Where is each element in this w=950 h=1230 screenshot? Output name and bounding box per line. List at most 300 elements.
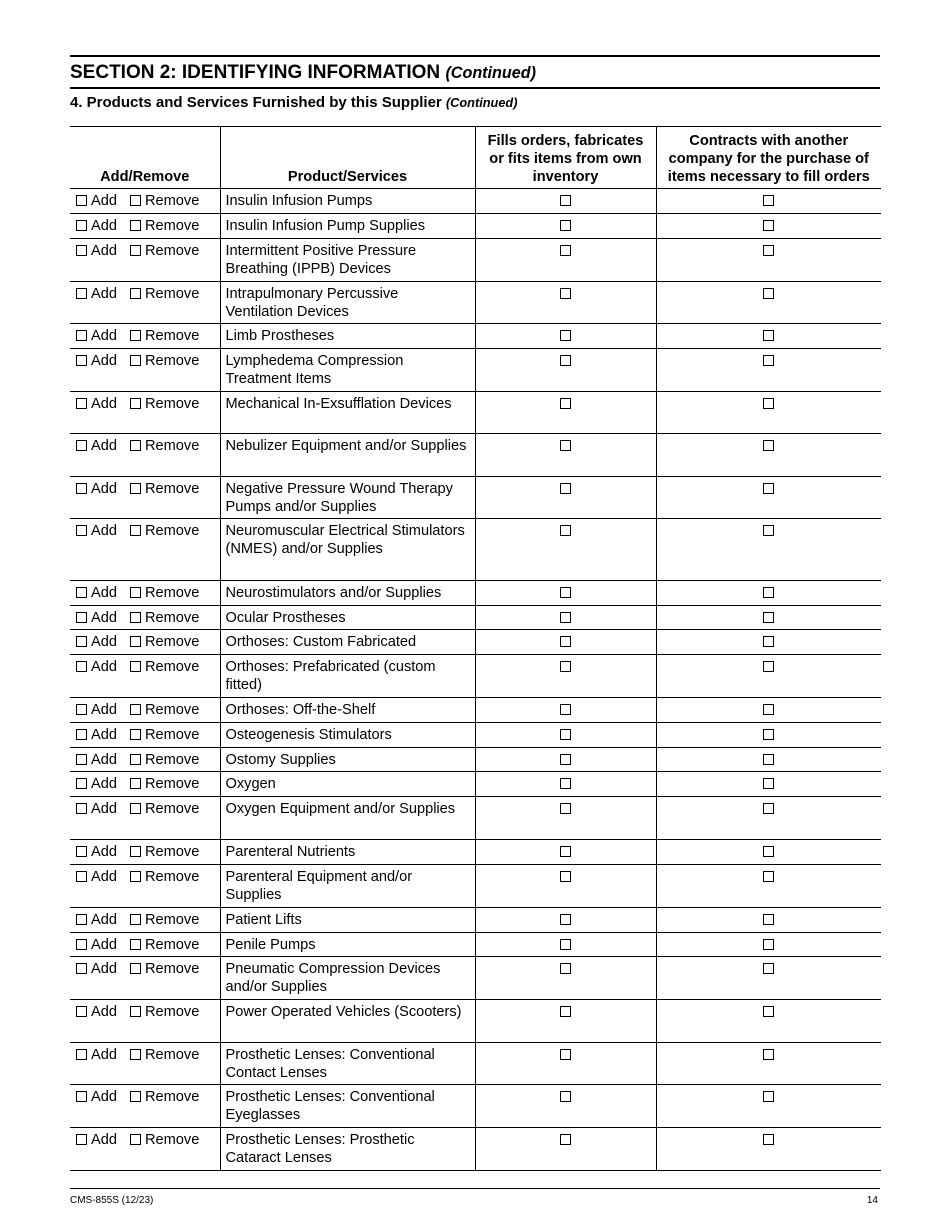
subsection-title	[70, 94, 517, 111]
product-name: Ostomy Supplies	[220, 748, 475, 772]
remove-checkbox[interactable]	[130, 355, 141, 366]
table-row	[70, 772, 881, 797]
add-option[interactable]	[76, 286, 117, 302]
remove-option[interactable]	[130, 869, 199, 885]
contracts-cell	[656, 630, 881, 655]
product-name: Limb Prostheses	[220, 324, 475, 349]
remove-option[interactable]	[130, 523, 199, 539]
add-option[interactable]	[76, 193, 117, 209]
product-name: Penile Pumps	[220, 933, 475, 957]
fills-orders-checkbox[interactable]	[560, 1134, 571, 1145]
table-row	[70, 392, 881, 434]
fills-orders-cell	[475, 1043, 656, 1085]
fills-orders-checkbox[interactable]	[560, 963, 571, 974]
remove-checkbox[interactable]	[130, 1134, 141, 1145]
contracts-cell	[656, 933, 881, 957]
remove-label: Remove	[144, 937, 200, 953]
add-option[interactable]	[76, 523, 117, 539]
contracts-checkbox[interactable]	[763, 963, 774, 974]
contracts-cell	[656, 1128, 881, 1171]
header-add-remove: Add/Remove	[70, 127, 220, 189]
remove-checkbox[interactable]	[130, 661, 141, 672]
add-checkbox[interactable]	[76, 1134, 87, 1145]
add-option[interactable]	[76, 727, 117, 743]
contracts-checkbox[interactable]	[763, 636, 774, 647]
fills-orders-checkbox[interactable]	[560, 661, 571, 672]
fills-orders-cell	[475, 282, 656, 324]
fills-orders-checkbox[interactable]	[560, 871, 571, 882]
add-checkbox[interactable]	[76, 440, 87, 451]
fills-orders-checkbox[interactable]	[560, 398, 571, 409]
fills-orders-checkbox[interactable]	[560, 195, 571, 206]
remove-option[interactable]	[130, 438, 199, 454]
header-product-services: Product/Services	[220, 127, 475, 189]
contracts-checkbox[interactable]	[763, 587, 774, 598]
add-remove-cell	[70, 698, 220, 723]
add-option[interactable]	[76, 218, 117, 234]
add-checkbox[interactable]	[76, 778, 87, 789]
table-row	[70, 723, 881, 748]
table-row	[70, 581, 881, 606]
fills-orders-cell	[475, 698, 656, 723]
add-remove-cell	[70, 282, 220, 324]
remove-label: Remove	[144, 752, 200, 768]
remove-label: Remove	[144, 801, 200, 817]
add-checkbox[interactable]	[76, 914, 87, 925]
add-checkbox[interactable]	[76, 729, 87, 740]
remove-option[interactable]	[130, 286, 199, 302]
remove-label: Remove	[144, 1089, 200, 1105]
fills-orders-checkbox[interactable]	[560, 778, 571, 789]
contracts-cell	[656, 189, 881, 214]
add-label: Add	[91, 1089, 117, 1105]
contracts-checkbox[interactable]	[763, 220, 774, 231]
add-option[interactable]	[76, 844, 117, 860]
add-checkbox[interactable]	[76, 661, 87, 672]
remove-checkbox[interactable]	[130, 914, 141, 925]
fills-orders-cell	[475, 865, 656, 908]
add-label: Add	[91, 193, 117, 209]
remove-label: Remove	[144, 193, 200, 209]
remove-checkbox[interactable]	[130, 440, 141, 451]
fills-orders-cell	[475, 606, 656, 630]
add-option[interactable]	[76, 659, 117, 675]
contracts-checkbox[interactable]	[763, 914, 774, 925]
contracts-checkbox[interactable]	[763, 1134, 774, 1145]
product-name: Power Operated Vehicles (Scooters)	[220, 1000, 475, 1043]
contracts-cell	[656, 1043, 881, 1085]
add-option[interactable]	[76, 438, 117, 454]
contracts-cell	[656, 606, 881, 630]
section-continued: (Continued)	[445, 64, 536, 82]
add-label: Add	[91, 869, 117, 885]
product-name: Patient Lifts	[220, 908, 475, 933]
contracts-cell	[656, 214, 881, 239]
remove-checkbox[interactable]	[130, 1091, 141, 1102]
contracts-checkbox[interactable]	[763, 245, 774, 256]
add-checkbox[interactable]	[76, 1091, 87, 1102]
product-name: Parenteral Equipment and/or Supplies	[220, 865, 475, 908]
remove-label: Remove	[144, 634, 200, 650]
contracts-cell	[656, 1085, 881, 1128]
product-name: Neurostimulators and/or Supplies	[220, 581, 475, 606]
contracts-cell	[656, 723, 881, 748]
add-remove-cell	[70, 434, 220, 477]
remove-checkbox[interactable]	[130, 220, 141, 231]
remove-checkbox[interactable]	[130, 1049, 141, 1060]
remove-option[interactable]	[130, 243, 199, 259]
add-label: Add	[91, 912, 117, 928]
contracts-checkbox[interactable]	[763, 803, 774, 814]
remove-option[interactable]	[130, 1089, 199, 1105]
remove-checkbox[interactable]	[130, 939, 141, 950]
table-row	[70, 324, 881, 349]
add-option[interactable]	[76, 585, 117, 601]
remove-checkbox[interactable]	[130, 330, 141, 341]
product-name: Insulin Infusion Pump Supplies	[220, 214, 475, 239]
remove-option[interactable]	[130, 1047, 199, 1063]
remove-checkbox[interactable]	[130, 704, 141, 715]
remove-option[interactable]	[130, 776, 199, 792]
product-name: Orthoses: Prefabricated (custom fitted)	[220, 655, 475, 698]
table-row	[70, 1000, 881, 1043]
remove-label: Remove	[144, 286, 200, 302]
fills-orders-checkbox[interactable]	[560, 704, 571, 715]
contracts-cell	[656, 324, 881, 349]
fills-orders-cell	[475, 519, 656, 581]
add-remove-cell	[70, 189, 220, 214]
section-header	[70, 55, 880, 89]
fills-orders-checkbox[interactable]	[560, 803, 571, 814]
add-option[interactable]	[76, 328, 117, 344]
contracts-checkbox[interactable]	[763, 846, 774, 857]
add-option[interactable]	[76, 396, 117, 412]
contracts-cell	[656, 239, 881, 282]
contracts-checkbox[interactable]	[763, 612, 774, 623]
table-row	[70, 239, 881, 282]
contracts-checkbox[interactable]	[763, 355, 774, 366]
add-remove-cell	[70, 957, 220, 1000]
add-label: Add	[91, 243, 117, 259]
fills-orders-checkbox[interactable]	[560, 355, 571, 366]
add-checkbox[interactable]	[76, 355, 87, 366]
subsection-continued: (Continued)	[445, 95, 518, 110]
remove-checkbox[interactable]	[130, 729, 141, 740]
add-checkbox[interactable]	[76, 612, 87, 623]
contracts-checkbox[interactable]	[763, 288, 774, 299]
product-name: Nebulizer Equipment and/or Supplies	[220, 434, 475, 477]
add-option[interactable]	[76, 869, 117, 885]
add-checkbox[interactable]	[76, 754, 87, 765]
add-option[interactable]	[76, 776, 117, 792]
add-label: Add	[91, 481, 117, 497]
fills-orders-checkbox[interactable]	[560, 587, 571, 598]
add-remove-cell	[70, 477, 220, 519]
table-row	[70, 1085, 881, 1128]
contracts-checkbox[interactable]	[763, 1006, 774, 1017]
section-title-text: SECTION 2: IDENTIFYING INFORMATION	[70, 62, 441, 83]
subsection-title-text: 4. Products and Services Furnished by this Supplier	[70, 94, 442, 111]
add-remove-cell	[70, 797, 220, 840]
add-option[interactable]	[76, 752, 117, 768]
contracts-checkbox[interactable]	[763, 778, 774, 789]
remove-checkbox[interactable]	[130, 871, 141, 882]
contracts-checkbox[interactable]	[763, 330, 774, 341]
fills-orders-cell	[475, 1085, 656, 1128]
remove-label: Remove	[144, 523, 200, 539]
contracts-checkbox[interactable]	[763, 1091, 774, 1102]
remove-label: Remove	[144, 353, 200, 369]
remove-label: Remove	[144, 702, 200, 718]
fills-orders-checkbox[interactable]	[560, 440, 571, 451]
remove-option[interactable]	[130, 727, 199, 743]
contracts-cell	[656, 392, 881, 434]
fills-orders-checkbox[interactable]	[560, 220, 571, 231]
add-option[interactable]	[76, 801, 117, 817]
contracts-cell	[656, 698, 881, 723]
add-checkbox[interactable]	[76, 330, 87, 341]
remove-checkbox[interactable]	[130, 846, 141, 857]
add-checkbox[interactable]	[76, 220, 87, 231]
add-remove-cell	[70, 214, 220, 239]
fills-orders-checkbox[interactable]	[560, 612, 571, 623]
table-row	[70, 282, 881, 324]
add-remove-cell	[70, 519, 220, 581]
fills-orders-cell	[475, 324, 656, 349]
remove-option[interactable]	[130, 961, 199, 977]
add-option[interactable]	[76, 961, 117, 977]
remove-option[interactable]	[130, 801, 199, 817]
table-row	[70, 908, 881, 933]
remove-option[interactable]	[130, 659, 199, 675]
contracts-cell	[656, 840, 881, 865]
contracts-checkbox[interactable]	[763, 483, 774, 494]
fills-orders-checkbox[interactable]	[560, 245, 571, 256]
add-checkbox[interactable]	[76, 963, 87, 974]
remove-option[interactable]	[130, 634, 199, 650]
add-label: Add	[91, 1047, 117, 1063]
remove-option[interactable]	[130, 585, 199, 601]
add-option[interactable]	[76, 481, 117, 497]
add-option[interactable]	[76, 702, 117, 718]
contracts-checkbox[interactable]	[763, 525, 774, 536]
remove-checkbox[interactable]	[130, 612, 141, 623]
fills-orders-checkbox[interactable]	[560, 636, 571, 647]
add-remove-cell	[70, 1000, 220, 1043]
table-header-row	[70, 127, 881, 189]
contracts-checkbox[interactable]	[763, 1049, 774, 1060]
add-checkbox[interactable]	[76, 483, 87, 494]
fills-orders-cell	[475, 434, 656, 477]
remove-label: Remove	[144, 610, 200, 626]
header-fills-orders: Fills orders, fabricates or fits items from own inventory	[475, 127, 656, 189]
remove-option[interactable]	[130, 844, 199, 860]
remove-option[interactable]	[130, 193, 199, 209]
section-title	[70, 57, 880, 88]
contracts-cell	[656, 434, 881, 477]
add-checkbox[interactable]	[76, 704, 87, 715]
contracts-checkbox[interactable]	[763, 754, 774, 765]
add-remove-cell	[70, 865, 220, 908]
footer	[70, 1188, 880, 1206]
remove-label: Remove	[144, 776, 200, 792]
add-checkbox[interactable]	[76, 245, 87, 256]
add-option[interactable]	[76, 1004, 117, 1020]
add-checkbox[interactable]	[76, 288, 87, 299]
fills-orders-checkbox[interactable]	[560, 525, 571, 536]
add-checkbox[interactable]	[76, 1049, 87, 1060]
remove-checkbox[interactable]	[130, 1006, 141, 1017]
remove-label: Remove	[144, 659, 200, 675]
remove-checkbox[interactable]	[130, 636, 141, 647]
add-label: Add	[91, 752, 117, 768]
product-name: Prosthetic Lenses: Conventional Contact Lenses	[220, 1043, 475, 1085]
add-checkbox[interactable]	[76, 846, 87, 857]
table-row	[70, 434, 881, 477]
add-option[interactable]	[76, 634, 117, 650]
add-remove-cell	[70, 606, 220, 630]
contracts-checkbox[interactable]	[763, 661, 774, 672]
add-remove-cell	[70, 239, 220, 282]
remove-option[interactable]	[130, 481, 199, 497]
fills-orders-checkbox[interactable]	[560, 1006, 571, 1017]
product-name: Parenteral Nutrients	[220, 840, 475, 865]
remove-option[interactable]	[130, 396, 199, 412]
fills-orders-checkbox[interactable]	[560, 846, 571, 857]
remove-checkbox[interactable]	[130, 483, 141, 494]
add-option[interactable]	[76, 243, 117, 259]
fills-orders-cell	[475, 772, 656, 797]
remove-checkbox[interactable]	[130, 525, 141, 536]
table-row	[70, 189, 881, 214]
contracts-checkbox[interactable]	[763, 195, 774, 206]
fills-orders-checkbox[interactable]	[560, 939, 571, 950]
add-remove-cell	[70, 581, 220, 606]
fills-orders-cell	[475, 908, 656, 933]
add-label: Add	[91, 776, 117, 792]
fills-orders-cell	[475, 1000, 656, 1043]
product-name: Orthoses: Off-the-Shelf	[220, 698, 475, 723]
remove-option[interactable]	[130, 610, 199, 626]
add-label: Add	[91, 727, 117, 743]
remove-option[interactable]	[130, 328, 199, 344]
add-remove-cell	[70, 392, 220, 434]
table-row	[70, 477, 881, 519]
product-name: Oxygen Equipment and/or Supplies	[220, 797, 475, 840]
add-option[interactable]	[76, 353, 117, 369]
add-option[interactable]	[76, 1132, 117, 1148]
remove-option[interactable]	[130, 912, 199, 928]
contracts-checkbox[interactable]	[763, 704, 774, 715]
add-label: Add	[91, 353, 117, 369]
table-row	[70, 957, 881, 1000]
fills-orders-checkbox[interactable]	[560, 483, 571, 494]
product-name: Negative Pressure Wound Therapy Pumps and/or Supplies	[220, 477, 475, 519]
add-checkbox[interactable]	[76, 803, 87, 814]
contracts-checkbox[interactable]	[763, 398, 774, 409]
page-number: 14	[866, 1195, 878, 1206]
form-id: CMS-855S (12/23)	[70, 1195, 154, 1206]
products-table	[70, 126, 881, 1171]
add-option[interactable]	[76, 1047, 117, 1063]
fills-orders-cell	[475, 723, 656, 748]
product-name: Lymphedema Compression Treatment Items	[220, 349, 475, 392]
fills-orders-cell	[475, 797, 656, 840]
add-label: Add	[91, 396, 117, 412]
remove-checkbox[interactable]	[130, 195, 141, 206]
remove-option[interactable]	[130, 937, 199, 953]
fills-orders-checkbox[interactable]	[560, 330, 571, 341]
product-name: Neuromuscular Electrical Stimulators (NMES) and/or Supplies	[220, 519, 475, 581]
remove-checkbox[interactable]	[130, 288, 141, 299]
fills-orders-checkbox[interactable]	[560, 754, 571, 765]
add-checkbox[interactable]	[76, 398, 87, 409]
contracts-cell	[656, 748, 881, 772]
contracts-checkbox[interactable]	[763, 729, 774, 740]
add-checkbox[interactable]	[76, 636, 87, 647]
remove-option[interactable]	[130, 1004, 199, 1020]
remove-checkbox[interactable]	[130, 754, 141, 765]
remove-checkbox[interactable]	[130, 963, 141, 974]
add-remove-cell	[70, 349, 220, 392]
add-checkbox[interactable]	[76, 587, 87, 598]
remove-label: Remove	[144, 844, 200, 860]
fills-orders-checkbox[interactable]	[560, 914, 571, 925]
add-label: Add	[91, 286, 117, 302]
fills-orders-checkbox[interactable]	[560, 729, 571, 740]
fills-orders-cell	[475, 581, 656, 606]
add-remove-cell	[70, 933, 220, 957]
fills-orders-checkbox[interactable]	[560, 1091, 571, 1102]
fills-orders-checkbox[interactable]	[560, 288, 571, 299]
add-checkbox[interactable]	[76, 939, 87, 950]
add-option[interactable]	[76, 912, 117, 928]
add-checkbox[interactable]	[76, 525, 87, 536]
fills-orders-cell	[475, 1128, 656, 1171]
remove-label: Remove	[144, 218, 200, 234]
remove-option[interactable]	[130, 752, 199, 768]
remove-label: Remove	[144, 1004, 200, 1020]
remove-checkbox[interactable]	[130, 803, 141, 814]
remove-option[interactable]	[130, 353, 199, 369]
remove-option[interactable]	[130, 702, 199, 718]
table-row	[70, 865, 881, 908]
add-remove-cell	[70, 324, 220, 349]
add-label: Add	[91, 585, 117, 601]
fills-orders-cell	[475, 214, 656, 239]
contracts-checkbox[interactable]	[763, 939, 774, 950]
add-option[interactable]	[76, 610, 117, 626]
remove-checkbox[interactable]	[130, 587, 141, 598]
contracts-checkbox[interactable]	[763, 871, 774, 882]
fills-orders-checkbox[interactable]	[560, 1049, 571, 1060]
add-checkbox[interactable]	[76, 1006, 87, 1017]
add-checkbox[interactable]	[76, 195, 87, 206]
remove-option[interactable]	[130, 1132, 199, 1148]
remove-checkbox[interactable]	[130, 778, 141, 789]
remove-checkbox[interactable]	[130, 398, 141, 409]
remove-checkbox[interactable]	[130, 245, 141, 256]
add-checkbox[interactable]	[76, 871, 87, 882]
table-row	[70, 933, 881, 957]
fills-orders-cell	[475, 840, 656, 865]
remove-label: Remove	[144, 438, 200, 454]
table-row	[70, 698, 881, 723]
add-option[interactable]	[76, 1089, 117, 1105]
contracts-checkbox[interactable]	[763, 440, 774, 451]
add-option[interactable]	[76, 937, 117, 953]
remove-option[interactable]	[130, 218, 199, 234]
